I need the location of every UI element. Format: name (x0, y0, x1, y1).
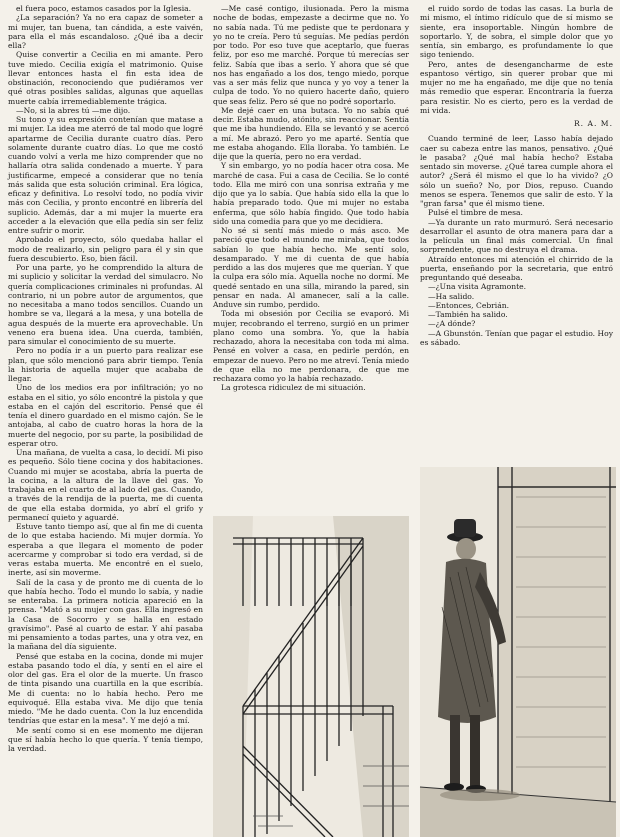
paragraph: —A Gbunstón. Tenían que pagar el estudio. Hoy es sábado. (420, 328, 613, 347)
paragraph: —¿Una visita Agramonte. (428, 282, 527, 292)
paragraph: —¿A dónde? (428, 319, 476, 329)
paragraph: Toda mi obsesión por Cecilia se evaporó. Mi mujer, recobrando el terreno, surgió en un primer plano como una sombra. Yo, que la había rechazado, ahora la necesitaba con toda mi alma. Pensé en volver a casa, en pedirle perdón, en empezar de nuevo. Pero no me atreví. Tenía miedo de que ella no me perdonara, de que me rechazara como yo la había rechazado. (213, 309, 409, 383)
paragraph: ¿La separación? Ya no era capaz de someter a mi mujer, tan buena, tan cándida, a este vaivén, para ella el más escandaloso. ¿Qué iba a decir ella? (8, 13, 203, 50)
paragraph: Por una parte, yo he comprendido la altura de mi suplicio y solicitar la verdad del simulacro. No quería complicaciones criminales ni profundas. Al contrario, ni un pobre autor de argumentos, que no necesitaba a mano todos sencillos. Cuando un hombre se va, llegará a la mesa, y una botella de agua después de la muerte era aprovechable. Un veneno era buena idea. Una cuerda, también, para simular el conocimiento de su muerte. (8, 263, 203, 346)
figure-illustration (420, 467, 616, 837)
paragraph: —Entonces, Cebrián. (428, 300, 510, 310)
paragraph: Uno de los medios era por infiltración; yo no estaba en el sitio, yo sólo encontré la pistola y que estaba en el cajón del escritorio. Pensé que él tenía el dinero guardado en el mismo cajón. Se le antojaba, al cabo de cuatro horas la hora de la muerte del negocio, por su parte, la posibilidad de esperar otro. (8, 383, 203, 448)
paragraph: —Ha salido. (428, 291, 475, 301)
paragraph: Salí de la casa y de pronto me di cuenta de lo que había hecho. Todo el mundo lo sabía, y nadie se enteraba. La primera noticia apareció en la prensa. "Mató a su mujer con gas. Ella ingresó en la Casa de Socorro y se halla en estado gravísimo". Pasé al cuarto de estar. Y ahí pasaba mi pensamiento a todas partes, una y otra vez, en la mañana del día siguiente. (8, 577, 203, 652)
paragraph: Pensé que estaba en la cocina, donde mi mujer estaba pasando todo el día, y sentí en el aire el olor del gas. Era el olor de la muerte. Un frasco de tinta pisando una cuartilla en la que escribía. Me di cuenta: no lo había hecho. Pero me equivoqué. Ella estaba viva. Me dijo que tenía miedo. "Me he dado cuenta. Con la luz encendida tendrías que estar en la mesa". Y me dejó a mí. (8, 651, 203, 726)
stairwell-drawing (213, 516, 409, 837)
paragraph: el fuera poco, estamos casados por la Iglesia. (16, 4, 192, 13)
paragraph: Me sentí como si en ese momento me dijeran que sí había hecho lo que quería. Y tenía tiempo, la verdad. (8, 725, 203, 753)
figure-drawing (420, 467, 616, 837)
paragraph: el ruido sordo de todas las casas. La burla de mi mismo, el íntimo ridículo que de sí mismo se siente, era insoportable. Ningún hombre de soportarlo. Y, de sobra, el simple dolor que yo sentía, sin embargo, es profundamente lo que sigo teniendo. (420, 4, 613, 60)
paragraph: Una mañana, de vuelta a casa, lo decidí. Mi piso es pequeño. Sólo tiene cocina y dos habitaciones. Cuando mi mujer se acostaba, abría la puerta de la cocina, a la altura de la llave del gas. Yo trabajaba en el cuarto de al lado del gas. Cuando, a través de la rendija de la puerta, me di cuenta de que ella estaba dormida, yo abrí el grifo y permanecí quieto y aguardé. (8, 448, 203, 522)
paragraph: Aprobado el proyecto, sólo quedaba hallar el modo de realizarlo, sin peligro para él y sin que fuera descubierto. Eso, bien fácil. (8, 235, 203, 263)
paragraph: —Me casé contigo, ilusionada. Pero la misma noche de bodas, empezaste a decirme que no. Yo no sabía nada. Tú me pediste que te perdonara y yo no te creía. Pero tú seguías. Me pedías perdón por todo. Por eso tuve que aceptarlo, que fueras feliz, por eso me marché. Porque tú merecías ser feliz. Sabía que ibas a serlo. Y ahora que sé que nos has engañado a los dos, tengo miedo, porque vas a ser más feliz que nunca y yo voy a tener la culpa de todo. Yo no quiero hacerte daño, quiero que seas feliz. Pero sé que no podré soportarlo. (213, 4, 409, 106)
paragraph: Y sin embargo, yo no podía hacer otra cosa. Me marché de casa. Fui a casa de Cecilia. Se lo conté todo. Ella me miró con una sonrisa extraña y me dijo que ya lo sabía. Que había sido ella la que lo había preparado todo. Que mi mujer no estaba enferma, que sólo había fingido. Que todo había sido una comedia para que yo me decidiera. (213, 161, 409, 226)
paragraph: —Ya durante un rato murmuró. Será necesario desarrollar el asunto de otra manera para dar a la película un final más comercial. Un final sorprendente, que no destruya el drama. (420, 217, 613, 255)
paragraph: Me dejé caer en una butaca. Yo no sabía qué decir. Estaba mudo, atónito, sin reaccionar. Sentía que me iba hundiendo. Ella se levantó y se acercó a mí. Me abrazó. Pero yo me aparté. Sentía que me estaba ahogando. Ella lloraba. Yo también. Le dije que la quería, pero no era verdad. (213, 105, 409, 161)
text-column-3 (420, 4, 613, 347)
paragraph: R. A. M. (573, 119, 613, 128)
paragraph: —También ha salido. (428, 310, 508, 319)
paragraph: Quise convertir a Cecilia en mi amante. Pero tuve miedo. Cecilia exigía el matrimonio. Quise llevar entonces hasta el fin esta idea de obstinación, reconociendo que pudiéramos ver qué otras posibles salidas, algunas que aquellas muerte cabía irremediablemente trágica. (8, 50, 203, 106)
paragraph: La grotesca ridiculez de mi situación. (221, 383, 366, 393)
paragraph: No sé si sentí más miedo o más asco. Me pareció que todo el mundo me miraba, que todos sabían lo que había hecho. Me sentí solo, desamparado. Y me di cuenta de que había perdido a las dos mujeres que me querían. Y que la culpa era sólo mía. Aquella noche no dormí. Me quedé sentado en una silla, mirando la pared, sin pensar en nada. Al amanecer, salí a la calle. Anduve sin rumbo, perdido. (213, 226, 409, 309)
text-column-1 (8, 4, 203, 832)
paragraph: Cuando terminé de leer, Lasso había dejado caer su cabeza entre las manos, pensativo. ¿Qué le pasaba? ¿Qué mal había hecho? Estaba sentado sin moverse. ¿Qué tarea cumple ahora el autor? ¿Será él mismo el que lo ha vivido? ¿O sólo un sueño? No, por Dios, repuso. Cuando menos se espera. Tenemos que salir de esto. Y la "gran farsa" que él mismo tiene. (420, 134, 613, 208)
text-column-2 (213, 4, 409, 514)
paragraph: Estuve tanto tiempo así, que al fin me di cuenta de lo que estaba haciendo. Mi mujer dormía. Yo esperaba a que llegara el momento de poder acercarme y comprobar si todo era verdad, si de veras estaba muerta. Me encontré en el suelo, inerte, así sin moverme. (8, 522, 203, 578)
paragraph: —No, si la abres tú —me dijo. (16, 105, 131, 115)
paragraph: Pero no podía ir a un puerto para realizar ese plan, que sólo mencionó para abrir tiempo. Tenía la historia de aquella mujer que acababa de llegar. (8, 346, 203, 383)
paragraph: Atraído entonces mi atención el chirrido de la puerta, enseñando por la secretaria, que entró preguntando qué deseaba. (420, 254, 613, 282)
paragraph: Pulsé el timbre de mesa. (428, 208, 523, 218)
paragraph: Pero, antes de desengancharme de este espantoso vértigo, sin querer probar que mi mujer no me ha engañado, me dije que no tenía más remedio que esperar. Encontraría la fuerza para resistir. No es cierto, pero es la verdad de mi vida. (420, 59, 613, 115)
stairwell-illustration (213, 516, 409, 837)
paragraph: Su tono y su expresión contenían que matase a mi mujer. La idea me aterró de tal modo que logré apartarme de Cecilia durante cuatro días. Pero solamente durante cuatro días. Lo que me costó cuando volví a verla me hizo comprender que no hallaría otra salida condenado a muerte. Y para justificarme, empecé a considerar que no tenía más salida que esta solución criminal. Era lógica, eficaz y definitiva. Lo resolví todo, no podía vivir más con Cecilia, y pronto encontré en librería del suplicio. Además, dar a mi mujer la muerte era acceder a la elevación que ella pedía sin ser feliz entre sufrir o morir. (8, 115, 203, 235)
